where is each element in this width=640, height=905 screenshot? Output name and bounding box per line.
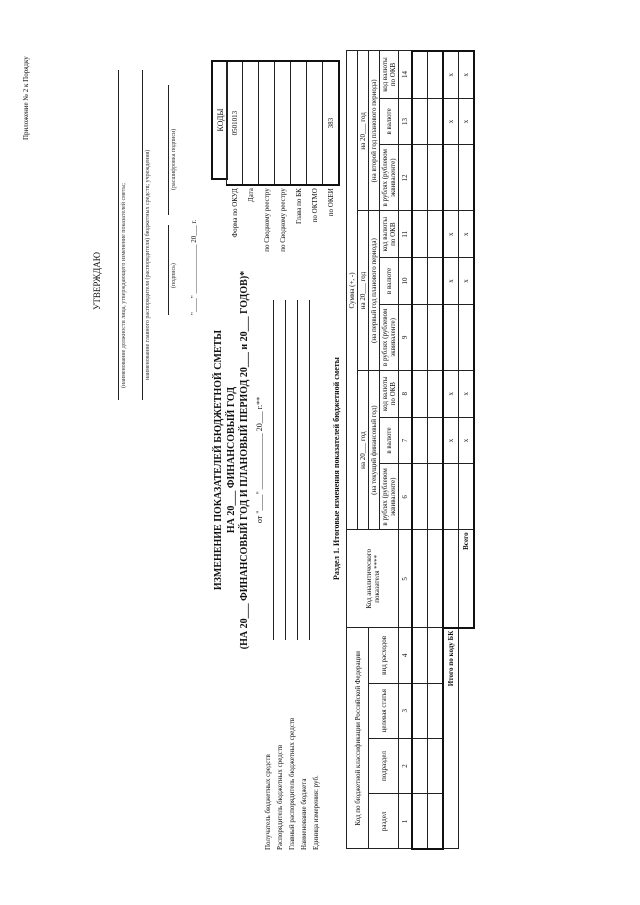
x-mark: x (443, 98, 459, 145)
column-numbers-row (399, 51, 413, 849)
field-distributor: Распорядитель бюджетных средств (276, 744, 284, 850)
cell[interactable] (459, 304, 475, 370)
cell[interactable] (428, 683, 444, 738)
col-number: 13 (399, 98, 413, 145)
cell[interactable] (428, 304, 444, 370)
total-all-label: Всего (459, 530, 475, 628)
cell[interactable] (459, 145, 475, 211)
approver-position-line[interactable] (118, 70, 119, 400)
code-value-okud[interactable]: 0501013 (227, 61, 243, 185)
sub-okv-2: код валюты по ОКВ (380, 211, 399, 258)
signature-hint: (подпись) (171, 263, 177, 288)
x-mark: x (459, 370, 475, 417)
title-line-3: (НА 20___ ФИНАНСОВЫЙ ГОД И ПЛАНОВЫЙ ПЕРИОД 20___ и 20___ ГОДОВ)* (239, 270, 250, 650)
code-value-registry-2[interactable] (275, 61, 291, 185)
sub-rub-1: в рублях (рублевом эквиваленте) (380, 464, 399, 530)
approver-org-hint: наименование главного распорядителя (распорядителя) бюджетных средств; учреждения) (145, 149, 151, 380)
x-mark: x (459, 51, 475, 98)
total-kbk-label: Итого по коду БК (443, 628, 459, 849)
sub-currency-1: в валюте (380, 417, 399, 464)
cell[interactable] (428, 258, 444, 305)
cell[interactable] (443, 530, 459, 628)
code-value-oktmo[interactable] (307, 61, 323, 185)
field-main-distributor: Главный распорядитель бюджетных средств (288, 717, 296, 850)
cell[interactable] (412, 304, 428, 370)
code-label-okud: Форма по ОКУД (230, 188, 239, 238)
cell[interactable] (459, 464, 475, 530)
field-main-distributor-line[interactable] (297, 300, 298, 640)
col-number: 5 (399, 530, 413, 628)
codes-header: КОДЫ (212, 61, 228, 179)
col-number: 7 (399, 417, 413, 464)
code-label-registry-2: по Сводному реестру (278, 188, 287, 252)
sub-okv-1: код валюты по ОКВ (380, 370, 399, 417)
period-first-sub: (на первый год планового периода) (369, 211, 380, 371)
cell[interactable] (412, 683, 428, 738)
cell[interactable] (412, 464, 428, 530)
cell[interactable] (443, 145, 459, 211)
field-recipient-line[interactable] (273, 300, 274, 640)
col-number: 14 (399, 51, 413, 98)
cell[interactable] (412, 738, 428, 793)
approval-date: "____" ______________ 20___ г. (190, 219, 198, 315)
code-label-oktmo: по ОКТМО (310, 188, 319, 223)
x-mark: x (443, 417, 459, 464)
cell[interactable] (428, 51, 444, 98)
signature-decoding-hint: (расшифровка подписи) (171, 128, 177, 190)
cell[interactable] (428, 628, 444, 683)
total-all-row (459, 51, 475, 849)
sub-currency-2: в валюте (380, 258, 399, 305)
x-mark: x (443, 370, 459, 417)
col-number: 1 (399, 794, 413, 849)
budget-changes-table (346, 50, 475, 850)
x-mark: x (443, 258, 459, 305)
table-row (428, 51, 444, 849)
field-budget-name: Наименование бюджета (300, 778, 308, 850)
col-target-item: целевая статья (369, 683, 399, 738)
rotated-form-sheet (14, 20, 614, 880)
period-second-sub: (на второй год планового периода) (369, 51, 380, 211)
code-label-date: Дата (246, 188, 255, 203)
code-value-bk[interactable] (291, 61, 307, 185)
col-expense-type: вид расходов (369, 628, 399, 683)
col-number: 6 (399, 464, 413, 530)
x-mark: x (459, 211, 475, 258)
table-row (412, 51, 428, 849)
total-kbk-row (443, 51, 459, 849)
cell[interactable] (412, 530, 428, 628)
col-section: раздел (369, 794, 399, 849)
code-value-registry-1[interactable] (259, 61, 275, 185)
appendix-note: Приложение № 2 к Порядку (22, 56, 30, 140)
cell[interactable] (428, 417, 444, 464)
analytic-code-header: Код аналитического показателя **** (347, 530, 399, 628)
codes-rows (226, 60, 340, 292)
field-unit: Единица измерения: руб. (312, 775, 320, 850)
cell[interactable] (412, 98, 428, 145)
code-value-okei[interactable]: 383 (323, 61, 340, 185)
col-number: 12 (399, 145, 413, 211)
cell[interactable] (412, 258, 428, 305)
cell[interactable] (412, 51, 428, 98)
title-line-1: ИЗМЕНЕНИЕ ПОКАЗАТЕЛЕЙ БЮДЖЕТНОЙ СМЕТЫ (213, 329, 224, 591)
sub-okv-3: код валюты по ОКВ (380, 51, 399, 98)
col-number: 9 (399, 304, 413, 370)
sub-rub-2: в рублях (рублевом эквиваленте) (380, 304, 399, 370)
col-number: 3 (399, 683, 413, 738)
x-mark: x (459, 98, 475, 145)
cell[interactable] (428, 794, 444, 849)
cell[interactable] (428, 211, 444, 258)
col-number: 2 (399, 738, 413, 793)
cell[interactable] (428, 145, 444, 211)
cell[interactable] (412, 211, 428, 258)
code-value-date[interactable] (243, 61, 259, 185)
cell[interactable] (412, 628, 428, 683)
signature-line[interactable] (168, 225, 169, 315)
section-title: Раздел 1. Итоговые изменения показателей бюджетной сметы (332, 357, 341, 580)
period-second-head: на 20___ год (358, 51, 369, 211)
sum-header: Сумма (+, -) (347, 51, 358, 530)
period-first-head: на 20___ год (358, 211, 369, 371)
x-mark: x (443, 211, 459, 258)
cell[interactable] (412, 145, 428, 211)
approve-label: УТВЕРЖДАЮ (92, 251, 102, 310)
col-number: 11 (399, 211, 413, 258)
x-mark: x (443, 51, 459, 98)
col-number: 8 (399, 370, 413, 417)
cell[interactable] (428, 370, 444, 417)
approver-org-line[interactable] (142, 70, 143, 400)
col-number: 4 (399, 628, 413, 683)
cell[interactable] (428, 530, 444, 628)
x-mark: x (459, 258, 475, 305)
code-label-okei: по ОКЕИ (326, 188, 335, 217)
approver-hint: (наименование должности лица, утверждающего изменение показателей сметы; (121, 183, 127, 388)
sub-currency-3: в валюте (380, 98, 399, 145)
cell[interactable] (412, 370, 428, 417)
field-recipient: Получатель бюджетных средств (264, 754, 272, 850)
document-title (212, 250, 266, 670)
cell[interactable] (443, 304, 459, 370)
title-line-2: НА 20___ ФИНАНСОВЫЙ ГОД (226, 386, 237, 534)
code-label-bk: Глава по БК (294, 188, 303, 225)
field-budget-name-line[interactable] (309, 300, 310, 640)
title-date: от "____" ______________ 20___ г.** (255, 396, 264, 524)
field-distributor-line[interactable] (285, 300, 286, 640)
period-current-sub: (на текущий финансовый год) (369, 370, 380, 530)
x-mark: x (459, 417, 475, 464)
sub-rub-3: в рублях (рублевом эквиваленте) (380, 145, 399, 211)
kbk-header: Код по бюджетной классификации Российской Федерации (347, 628, 369, 849)
period-current-head: на 20___ год (358, 370, 369, 530)
cell[interactable] (428, 98, 444, 145)
col-subsection: подраздел (369, 738, 399, 793)
cell[interactable] (428, 464, 444, 530)
signature-decoding-line[interactable] (168, 85, 169, 215)
col-number: 10 (399, 258, 413, 305)
cell[interactable] (412, 417, 428, 464)
cell[interactable] (412, 794, 428, 849)
cell[interactable] (428, 738, 444, 793)
code-label-registry-1: по Сводному реестру (262, 188, 271, 252)
cell[interactable] (443, 464, 459, 530)
